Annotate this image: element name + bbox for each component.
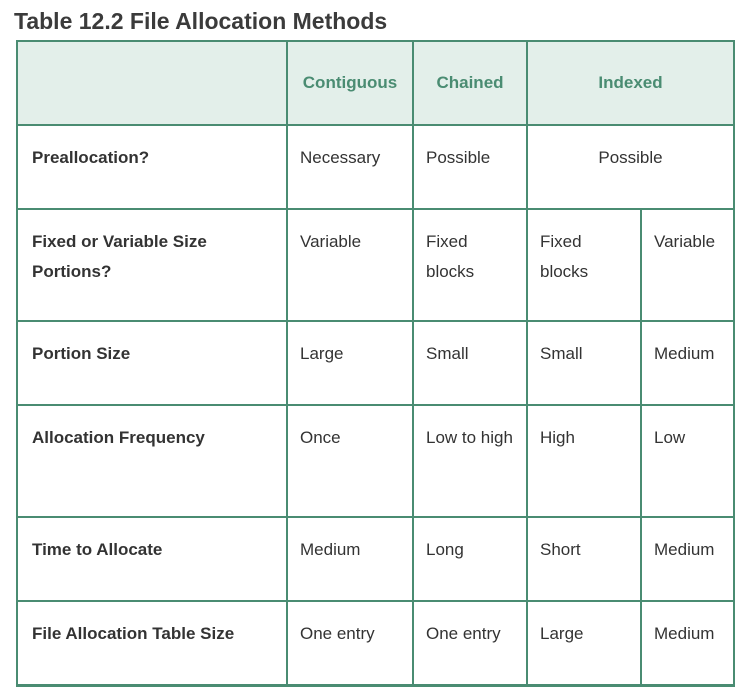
indexed-value: Possible <box>598 148 663 167</box>
chained-value: Low to high <box>426 428 513 447</box>
chained-header: Chained <box>413 41 527 125</box>
indexed-a-value: Short <box>540 540 581 559</box>
contiguous-cell <box>287 321 413 405</box>
row-label-text: Time to Allocate <box>32 540 163 559</box>
indexed-b-value: Medium <box>654 624 715 643</box>
header-row <box>17 41 734 125</box>
table-title: Table 12.2 File Allocation Methods <box>14 8 388 34</box>
chained-cell <box>413 601 527 686</box>
contiguous-value: Medium <box>300 540 361 559</box>
row-label <box>17 125 287 209</box>
indexed-b-value: Low <box>654 428 686 447</box>
contiguous-cell <box>287 125 413 209</box>
row-label <box>17 405 287 517</box>
chained-value: Fixed blocks <box>426 232 475 281</box>
contiguous-header: Contiguous <box>287 41 413 125</box>
row-label-text: Fixed or Variable Size Portions? <box>32 232 207 281</box>
corner-header <box>17 41 287 125</box>
indexed-header: Indexed <box>527 41 734 125</box>
row-label <box>17 321 287 405</box>
indexed-b-value: Medium <box>654 540 715 559</box>
row-label <box>17 601 287 686</box>
contiguous-value: Large <box>300 344 344 363</box>
table-row <box>17 209 734 321</box>
indexed-b-cell <box>641 405 734 517</box>
row-label-text: Portion Size <box>32 344 131 363</box>
contiguous-cell <box>287 405 413 517</box>
indexed-b-value: Variable <box>654 232 716 251</box>
chained-cell <box>413 321 527 405</box>
contiguous-cell <box>287 517 413 601</box>
indexed-a-cell <box>527 321 641 405</box>
contiguous-value: Variable <box>300 232 362 251</box>
indexed-a-cell <box>527 209 641 321</box>
indexed-a-cell <box>527 601 641 686</box>
indexed-cell <box>527 125 734 209</box>
indexed-a-value: High <box>540 428 575 447</box>
chained-value: Long <box>426 540 464 559</box>
row-label <box>17 517 287 601</box>
table-row <box>17 125 734 209</box>
contiguous-cell <box>287 209 413 321</box>
row-label-text: File Allocation Table Size <box>32 624 235 643</box>
row-label <box>17 209 287 321</box>
contiguous-cell <box>287 601 413 686</box>
contiguous-value: Necessary <box>300 148 381 167</box>
indexed-a-value: Small <box>540 344 583 363</box>
chained-cell <box>413 405 527 517</box>
indexed-b-cell <box>641 517 734 601</box>
contiguous-value: One entry <box>300 624 375 643</box>
indexed-a-cell <box>527 405 641 517</box>
indexed-a-cell <box>527 517 641 601</box>
row-label-text: Allocation Frequency <box>32 428 205 447</box>
row-label-text: Preallocation? <box>32 148 150 167</box>
indexed-b-cell <box>641 209 734 321</box>
table-row <box>17 405 734 517</box>
indexed-a-value: Large <box>540 624 584 643</box>
table-row <box>17 321 734 405</box>
chained-cell <box>413 125 527 209</box>
chained-cell <box>413 517 527 601</box>
indexed-b-cell <box>641 601 734 686</box>
chained-value: Small <box>426 344 469 363</box>
indexed-b-cell <box>641 321 734 405</box>
table-row <box>17 601 734 686</box>
table-row <box>17 517 734 601</box>
indexed-b-value: Medium <box>654 344 715 363</box>
chained-value: One entry <box>426 624 501 643</box>
chained-cell <box>413 209 527 321</box>
file-allocation-table <box>16 40 735 687</box>
chained-value: Possible <box>426 148 491 167</box>
contiguous-value: Once <box>300 428 341 447</box>
indexed-a-value: Fixed blocks <box>540 232 589 281</box>
